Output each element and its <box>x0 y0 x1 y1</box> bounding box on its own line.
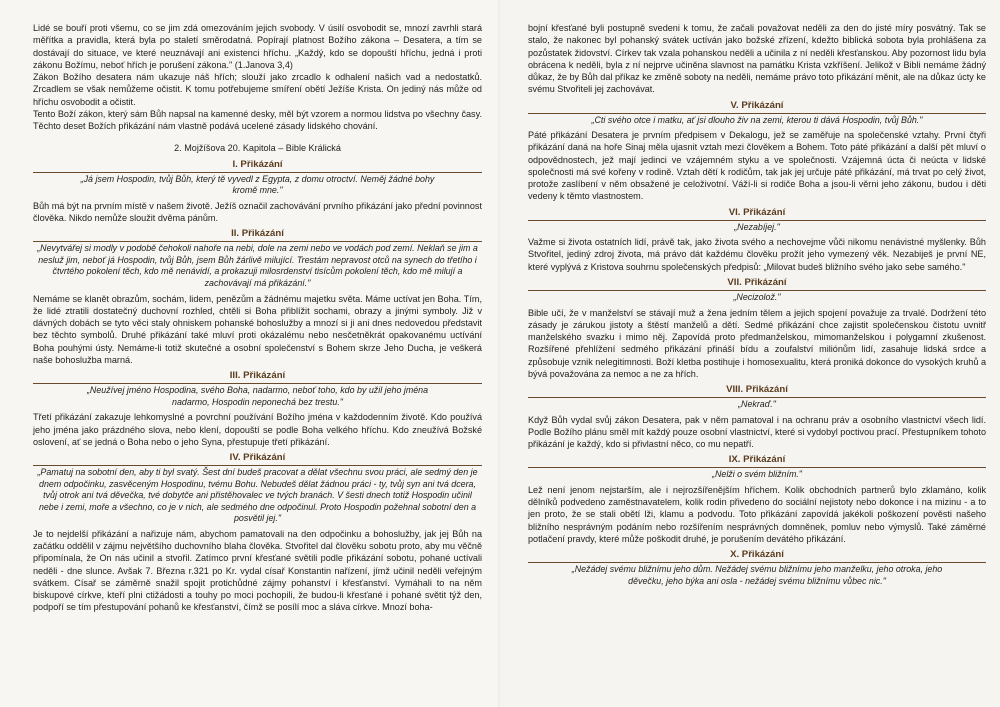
divider <box>528 220 986 221</box>
commandment-text: Páté přikázání Desatera je prvním předpisem v Dekalogu, jež se zaměřuje na společenské vztahy. První čtyři přikázání daná na hoře Sinaj měla ujasnit vztah mezi člověkem a Bohem. Toto páté přikázání a další pět mluví o odpovědnostech, jež mají jedinci ve vzájemném styku a ve společnosti. Vzájemná úcta či neúcta v lidské společnosti má své kořeny v rodině. Vztah dětí k rodičům, tak jak jej určuje páté přikázání, má trvat po celý život, protože zaslíbení v něm obsažené je celoživotní. Váží-li si rodiče Boha a jsou-li věrni jeho zákonu, budou i děti vedeny k těmto vlastnostem. <box>528 130 986 202</box>
commandment-quote: „Nelži o svém bližním." <box>712 469 802 480</box>
intro-paragraph: Tento Boží zákon, který sám Bůh napsal na kamenné desky, měl být vzorem a normou lidstva po všechny časy. Těchto deset Božích přikázání nám vlastně podává ucelené zásady lidského chování. <box>33 108 482 131</box>
commandment-text: Nemáme se klanět obrazům, sochám, lidem, penězům a žádnému majetku světa. Máme uctívat jen Boha. Tím, že lidé ztratili dostatečný duchovní rozhled, chtěli si Boha přiblížit sochami, obrazy a jinými symboly. Již v dávných dobách se tyto věci staly ohniskem pohanské bohoslužby a mnozí si ji ani dnes nedovedou představit bez těchto symbolů. Druhé přikázání také mluví proti okázalému nebo nesčetněkrát opakovanému uctívání Boha pouhými ústy. Nemáme-li totiž skutečné a osobní společenství s Bohem skrze Jeho Ducha, je veškerá naše bohoslužba marná. <box>33 293 482 365</box>
commandment-text: Je to nejdelší přikázání a nařizuje nám, abychom pamatovali na den odpočinku a bohoslužby, jak jej Bůh na začátku oddělil v zájmu největšího duchovního blaha člověka. Stvořitel dal člověku sobotu proto, aby mu věčně připomínala, že On nás učinil a stvořil. Zatímco první křesťané světili podle přikázání sobotu, pohané uctívali neděli - dne slunce. Avšak 7. Března r.321 po Kr. vydal císař Konstantin nařízení, jímž učinil neděli veřejným svátkem. Císař se záměrně snažil spojit protichůdné zájmy pohanství i křesťanství. Vymáhali to na něm biskupové církve, kteří plni ctižádosti a touhy po moci pochopili, že budou-li křesťané i pohané světit týž den, podpoří se tím přestupování pohanů ke křesťanství, čímž se posílí moc a sláva církve. Mnozí boha- <box>33 528 482 613</box>
commandment-title: III. Přikázání <box>229 370 286 382</box>
commandment-1 <box>33 159 482 225</box>
commandment-quote: „Necizolož." <box>733 291 781 302</box>
commandment-text: Bůh má být na prvním místě v našem životě. Ježíš označil zachovávání prvního přikázání jako přední povinnost člověka. Nikdo nemůže sloužit dvěma pánům. <box>33 200 482 223</box>
commandment-quote: „Nežádej svému bližnímu jeho dům. Nežádej svému bližnímu jeho manželku, jeho otroka, jeho děvečku, jeho býka ani osla - nežádej svému bližnímu vůbec nic." <box>571 564 943 586</box>
commandment-7 <box>528 277 986 380</box>
bible-source: 2. Mojžíšova 20. Kapitola – Bible Králická <box>174 143 341 154</box>
divider <box>528 290 986 291</box>
commandment-title: IV. Přikázání <box>229 452 286 463</box>
commandment-4 <box>33 452 482 614</box>
commandment-title: VII. Přikázání <box>727 276 787 288</box>
commandment-title: V. Přikázání <box>730 99 784 111</box>
commandment-8 <box>528 384 986 450</box>
commandment-title: VIII. Přikázání <box>726 384 788 396</box>
divider <box>528 562 986 563</box>
divider <box>33 465 482 466</box>
continuation-paragraph: bojní křesťané byli postupně svedeni k tomu, že začali považovat neděli za den do jisté míry posvátný. Tak se stalo, že nakonec byl pohanský svátek uctíván jako božské zřízení, kdežto biblická sobota byla prohlášena za pozůstatek židovství. Církev tak vzala pohanskou neděli a učinila z ní neděli křesťanskou. Aby pozornost lidu byla obrácena k neděli, byla z ní nejprve učiněna slavnost na památku Krista vzkříšení. Jelikož v Bibli nemáme žádný důkaz, že by Bůh dal příkaz ke změně soboty na neděli, nemáme právo toto přikázání měnit, ale na důkaz úcty ke svému Stvořiteli jej zachovávat. <box>528 23 986 95</box>
commandment-text: Važme si života ostatních lidí, právě tak, jako života svého a nechovejme vůči nikomu nenávistné myšlenky. Bůh Stvořitel, jediný zdroj života, má právo dát každému člověku prožít jeho vymezený věk. Nezabiješ je první NE, které vyplývá z Kristova souhrnu společenských předpisů: „Milovat budeš bližního svého jako sebe samého." <box>528 237 986 272</box>
intro-paragraph: Zákon Božího desatera nám ukazuje náš hřích; slouží jako zrcadlo k odhalení našich vad a nedostatků. Zrcadlem se však nemůžeme očistit. K tomu potřebujeme smíření obětí Ježíše Krista. On jediný nás může od hříchu osvobodit a očistit. <box>33 72 482 107</box>
commandment-title: I. Přikázání <box>232 158 283 170</box>
divider <box>528 397 986 398</box>
right-page <box>500 0 1000 707</box>
commandment-text: Třetí přikázání zakazuje lehkomyslné a povrchní používání Božího jména v každodenním životě. Kdo používá jeho jména jako prázdného slova, nebo klení, dopouští se podle Boha velkého hříchu. Kdo zneužívá Božské oslovení, ať se jedná o Boha nebo o jeho Syna, přestupuje třetí přikázání. <box>33 412 482 447</box>
divider <box>528 467 986 468</box>
commandment-text: Lež není jenom nejstarším, ale i nejrozšířenějším hříchem. Kolik obchodních partnerů bylo zklamáno, kolik dělníků podvedeno zaměstnavatelem, kolik rodin přivedeno do sociální nejistoty nebo dokonce i na mizinu - a to jen proto, že se stali obětí lži, klamu a podvodu. Toto přikázání zapovídá jakékoli poškození pověsti našeho bližního nesprávným podáním nebo rozšířením nesprávných domněnek, pomluv nebo výmyslů. Také záměrné potlačení pravdy, které může poškodit druhé, je porušením devátého přikázání. <box>528 484 986 544</box>
divider <box>33 383 482 384</box>
commandment-title: X. Přikázání <box>730 549 784 561</box>
commandment-quote: „Pamatuj na sobotní den, aby ti byl svatý. Šest dní budeš pracovat a dělat všechnu svou práci, ale sedmý den je dnem odpočinku, zasvěceným Hospodinu, tvému Bohu. Nebudeš dělat žádnou práci - ty, tvůj syn ani tvá dcera, tvůj otrok ani tvá děvečka, tvé dobytče ani přistěhovalec ve tvých branách. V šesti dnech totiž Hospodin učinil nebe i zemi, moře a všechno, co je v nich, ale sedmého dne odpočinul. Proto Hospodin požehnal sobotní den a posvětil jej." <box>37 467 478 524</box>
commandment-title: II. Přikázání <box>231 228 284 240</box>
commandment-quote: „Já jsem Hospodin, tvůj Bůh, který tě vyvedl z Egypta, z domu otroctví. Neměj žádné bohy kromě mne." <box>80 173 435 196</box>
divider <box>33 172 482 173</box>
commandment-text: Když Bůh vydal svůj zákon Desatera, pak v něm pamatoval i na ochranu práv a osobního vlastnictví všech lidí. Podle Božího plánu směl mít každý pouze osobní vlastnictví, které si vydobyl poctivou prací. Přestupníkem tohoto přikázání je každý, kdo si přivlastní něco, co mu nepatří. <box>528 414 986 450</box>
commandment-quote: „Neužívej jméno Hospodina, svého Boha, nadarmo, neboť toho, kdo by užil jeho jména nadarmo, Hospodin neponechá bez trestu." <box>86 385 429 407</box>
commandment-9 <box>528 454 986 545</box>
commandment-quote: „Nevytvářej si modly v podobě čehokoli nahoře na nebi, dole na zemi nebo ve vodách pod zemí. Neklaň se jim a nesluž jim, neboť já Hospodin, tvůj Bůh, jsem Bůh žárlivě milující. Trestám nepravost otců na synech do třetího i čtvrtého pokolení těch, kdo mě nenávidí, a prokazuji milosrdenství tisícům pokolení těch, kdo mě milují a zachovávají má přikázání." <box>37 243 478 288</box>
commandment-quote: „Nekraď." <box>738 399 776 410</box>
divider <box>528 113 986 114</box>
commandment-text: Bible učí, že v manželství se stávají muž a žena jedním tělem a jejich spojení považuje za trvalé. Dodržení této zásady je zárukou jistoty a štěstí manželů a dětí. Sedmé přikázání chce zajistit společenskou čistotu uvnitř manželského svazku i mimo něj. Zapovídá proto předmanželskou, mimomanželskou i polygamní zkušenost. Rozšířené přehlížení sedmého přikázání přináší bídu a zoufalství miliónům lidí, zasahuje lidská srdce a způsobuje vznik nelegitimnosti. Boží kletba postihuje i homosexualitu, která proniká dokonce do vysokých kruhů a bývá považována za nemoc a ne za hřích. <box>528 307 986 379</box>
commandment-title: IX. Přikázání <box>728 454 786 466</box>
divider <box>33 241 482 242</box>
commandment-quote: „Nezabíjej." <box>734 221 780 232</box>
commandment-3 <box>33 370 482 448</box>
intro-paragraph: Lidé se bouří proti všemu, co se jim zdá omezováním jejich svobody. V úsilí osvobodit se, mnozí zavrhli stará měřítka a pravidla, která byla po staletí směrodatná. Popírají platnost Božího zákona – Desatera, a tím se dostávají do situace, ve které neuznávají ani existenci hříchu. „Každý, kdo se dopouští hříchu, jedná i proti zákonu Božímu, neboť hřích je porušení zákona." (1.Janova 3,4) <box>33 23 482 70</box>
commandment-10 <box>528 549 986 587</box>
commandment-2 <box>33 228 482 366</box>
commandment-5 <box>528 100 986 203</box>
commandment-6 <box>528 207 986 273</box>
commandment-title: VI. Přikázání <box>728 206 786 218</box>
commandment-quote: „Cti svého otce i matku, ať jsi dlouho živ na zemi, kterou ti dává Hospodin, tvůj Bůh." <box>591 114 923 125</box>
